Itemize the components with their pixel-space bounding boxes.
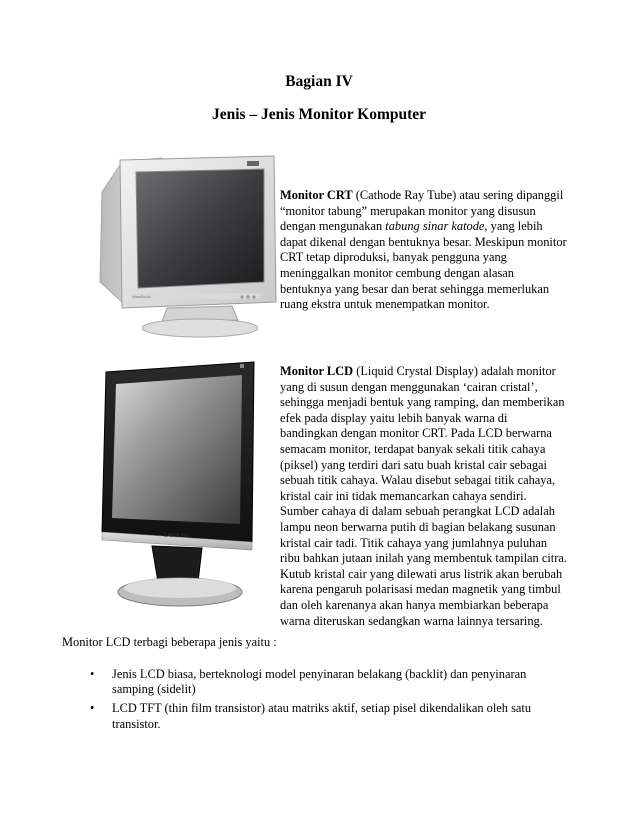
page-title: Jenis – Jenis Monitor Komputer <box>211 106 427 123</box>
crt-brand-label: ViewSonic <box>132 294 151 299</box>
bullet-icon: • <box>90 667 95 681</box>
lcd-types-list <box>88 667 558 736</box>
crt-text-part-2: , yang lebih dapat dikenal dengan bentuknya besar. Meskipun monitor CRT tetap diproduksi, banyak pengguna yang meninggalkan monitor cembung dengan alasan bentuknya yang besar dan berat sehingga memerlukan ruang ekstra untuk menempatkan monitor. <box>280 219 567 312</box>
lcd-term: Monitor LCD <box>280 364 354 378</box>
crt-term: Monitor CRT <box>280 188 353 202</box>
list-item <box>88 701 558 731</box>
crt-monitor-image <box>92 152 278 342</box>
lcd-types-intro: Monitor LCD terbagi beberapa jenis yaitu : <box>62 635 277 649</box>
crt-description <box>280 188 568 313</box>
crt-emphasis: tabung sinar katode <box>385 219 485 234</box>
lcd-description <box>280 364 568 629</box>
section-heading: Bagian IV <box>285 73 353 90</box>
list-item-text: LCD TFT (thin film transistor) atau matriks aktif, setiap pisel dikendalikan oleh satu transistor. <box>112 701 532 731</box>
crt-text-part-1: (Cathode Ray Tube) atau sering dipanggil “monitor tabung” merupakan monitor yang disusun dengan mengunakan <box>280 188 564 234</box>
list-item-text: Jenis LCD biasa, berteknologi model penyinaran belakang (backlit) dan penyinaran samping (sidelit) <box>112 667 527 697</box>
bullet-icon: • <box>90 701 95 716</box>
lcd-monitor-image <box>80 360 280 615</box>
list-item <box>88 667 558 697</box>
lcd-brand-label: SAMSUNG <box>164 533 190 539</box>
lcd-text: (Liquid Crystal Display) adalah monitor yang di susun dengan menggunakan ‘cairan cristal’, sehingga menjadi bentuk yang ramping, dan memberikan efek pada display yaitu lebih banyak warna di bandingkan dengan monitor CRT. Pada LCD berwarna semacam monitor, terdapat banyak sekali titik cahaya (piksel) yang terdiri dari satu buah kristal cair sebagai sebuah titik cahaya. Walau disebut sebagai titik cahaya, kristal cair ini tidak memancarkan cahaya sendiri. Sumber cahaya di dalam sebuah perangkat LCD adalah lampu neon berwarna putih di bagian belakang susunan kristal cair tadi. Titik cahaya yang jumlahnya puluhan ribu bahkan jutaan inilah yang membentuk tampilan citra. Kutub kristal cair yang dilewati arus listrik akan berubah karena pengaruh polarisasi medan magnetik yang timbul dan oleh karenanya akan hanya membiarkan beberapa warna diteruskan sedangkan warna lainnya tersaring. <box>280 364 567 628</box>
